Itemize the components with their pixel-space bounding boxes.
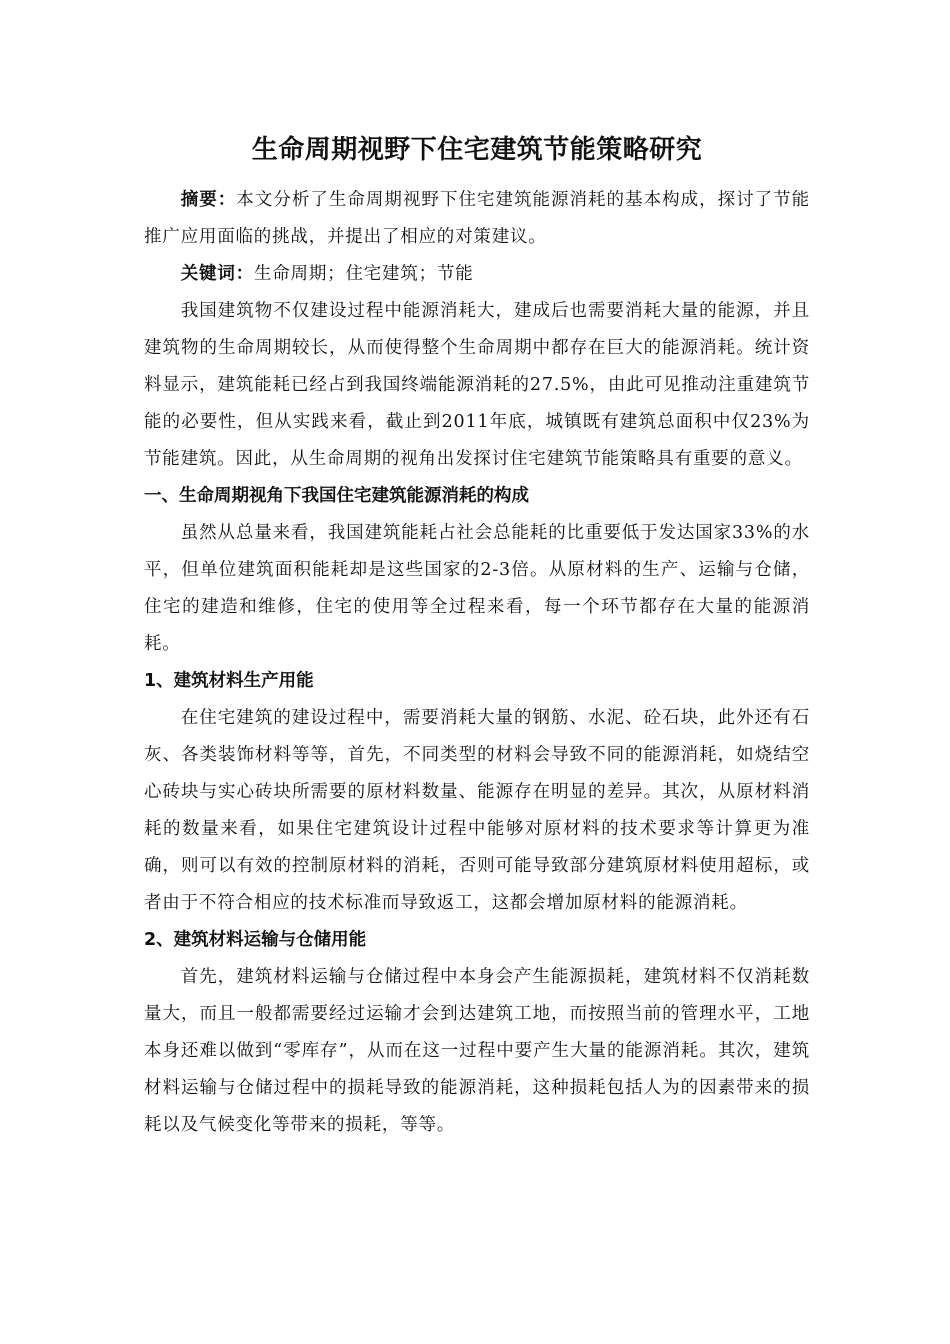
subsection-2-paragraph: 首先，建筑材料运输与仓储过程中本身会产生能源损耗，建筑材料不仅消耗数量大，而且一般都需要经过运输才会到达建筑工地，而按照当前的管理水平，工地本身还难以做到“零库存”，从而在这一过程中要产生大量的能源消耗。其次，建筑材料运输与仓储过程中的损耗导致的能源消耗，这种损耗包括人为的因素带来的损耗以及气候变化等带来的损耗，等等。 (144, 967, 810, 1135)
intro-paragraph: 我国建筑物不仅建设过程中能源消耗大，建成后也需要消耗大量的能源，并且建筑物的生命周期较长，从而使得整个生命周期中都存在巨大的能源消耗。统计资料显示，建筑能耗已经占到我国终端能源消耗的27.5%，由此可见推动注重建筑节能的必要性，但从实践来看，截止到2011年底，城镇既有建筑总面积中仅23%为节能建筑。因此，从生命周期的视角出发探讨住宅建筑节能策略具有重要的意义。 (144, 301, 810, 469)
abstract-label: 摘要： (180, 190, 237, 210)
abstract-paragraph (144, 182, 810, 256)
section-1-paragraph: 虽然从总量来看，我国建筑能耗占社会总能耗的比重要低于发达国家33%的水平，但单位建筑面积能耗却是这些国家的2-3倍。从原材料的生产、运输与仓储，住宅的建造和维修，住宅的使用等全过程来看，每一个环节都存在大量的能源消耗。 (144, 523, 810, 654)
keywords-label: 关键词： (180, 264, 254, 284)
subsection-1-paragraph: 在住宅建筑的建设过程中，需要消耗大量的钢筋、水泥、砼石块，此外还有石灰、各类装饰材料等等，首先，不同类型的材料会导致不同的能源消耗，如烧结空心砖块与实心砖块所需要的原材料数量、能源存在明显的差异。其次，从原材料消耗的数量来看，如果住宅建筑设计过程中能够对原材料的技术要求等计算更为准确，则可以有效的控制原材料的消耗，否则可能导致部分建筑原材料使用超标，或者由于不符合相应的技术标准而导致返工，这都会增加原材料的能源消耗。 (144, 708, 810, 913)
document-page (144, 128, 810, 1144)
section-heading-1: 一、生命周期视角下我国住宅建筑能源消耗的构成 (144, 486, 529, 506)
keywords-text: 生命周期；住宅建筑；节能 (253, 264, 474, 284)
abstract-text: 本文分析了生命周期视野下住宅建筑能源消耗的基本构成，探讨了节能推广应用面临的挑战，并提出了相应的对策建议。 (144, 190, 810, 247)
document-title: 生命周期视野下住宅建筑节能策略研究 (251, 135, 703, 165)
subsection-heading-2: 2、建筑材料运输与仓储用能 (144, 930, 367, 950)
keywords-paragraph (144, 256, 810, 293)
subsection-heading-1: 1、建筑材料生产用能 (144, 671, 314, 691)
